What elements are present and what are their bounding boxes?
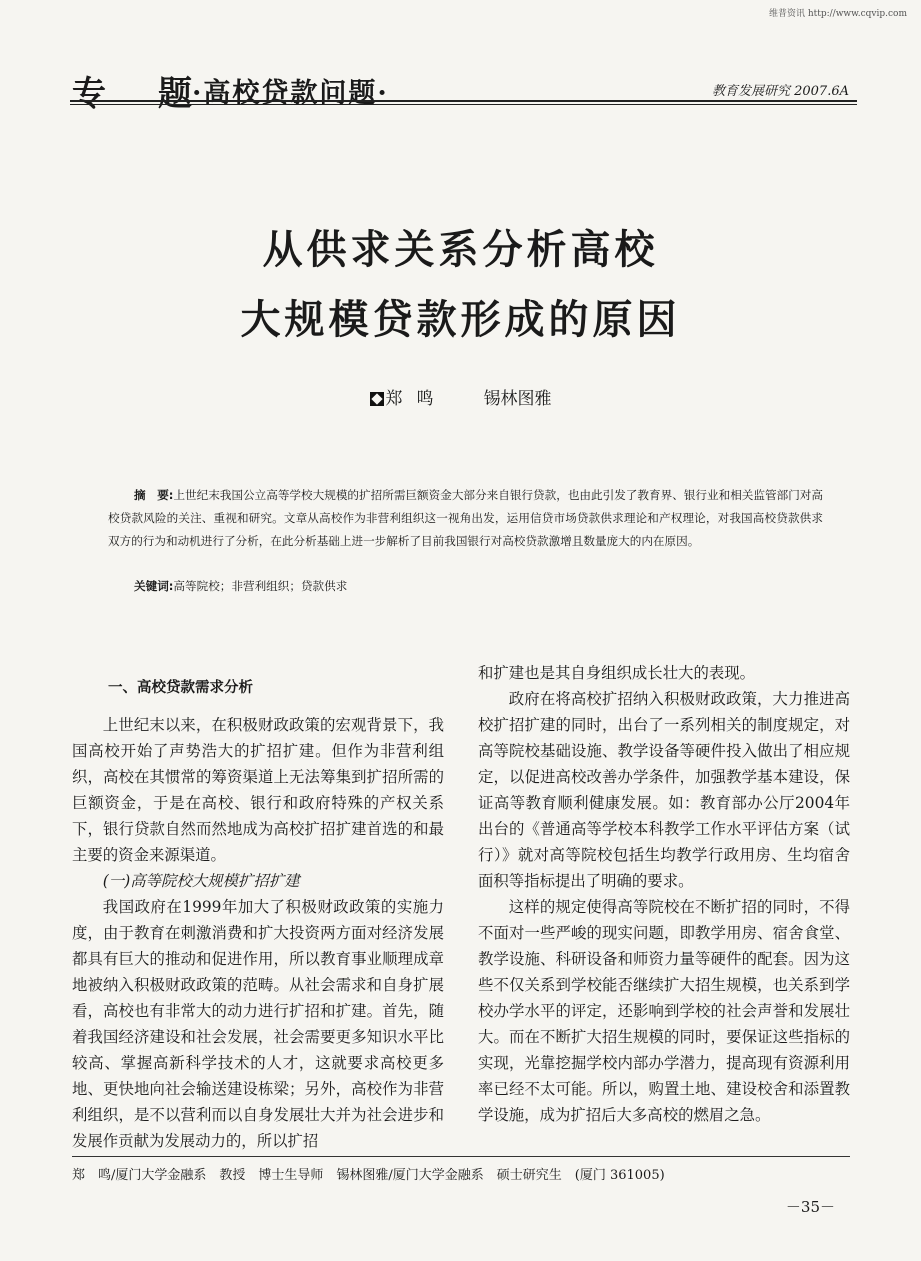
footnote-rule	[72, 1156, 850, 1157]
header-rule-thin	[70, 104, 857, 105]
author-2: 锡林图雅	[483, 389, 552, 409]
keywords-label: 关键词:	[134, 579, 174, 593]
header-rule	[70, 100, 857, 102]
abstract-text: 上世纪末我国公立高等学校大规模的扩招所需巨额资金大部分来自银行贷款，也由此引发了教育界、银行业和相关监管部门对高校贷款风险的关注、重视和研究。文章从高校作为非营利组织这一视角出发，运用信贷市场贷款供求理论和产权理论，对我国高校贷款供求双方的行为和动机进行了分析，在此分析基础上进一步解析了目前我国银行对高校贷款激增且数量庞大的内在原因。	[108, 488, 823, 548]
paragraph: 这样的规定使得高等院校在不断扩招的同时，不得不面对一些严峻的现实问题，即教学用房、宿舍食堂、教学设施、科研设备和师资力量等硬件的配套。因为这些不仅关系到学校能否继续扩大招生规模，也关系到学校办学水平的评定，还影响到学校的社会声誉和发展壮大。而在不断扩大招生规模的同时，要保证这些指标的实现，光靠挖掘学校内部办学潜力，提高现有资源利用率已经不太可能。所以，购置土地、建设校舍和添置教学设施，成为扩招后大多高校的燃眉之急。	[478, 898, 850, 1124]
paragraph: 和扩建也是其自身组织成长壮大的表现。	[478, 664, 756, 682]
paragraph: 上世纪末以来，在积极财政政策的宏观背景下，我国高校开始了声势浩大的扩招扩建。但作为非营利组织，高校在其惯常的筹资渠道上无法筹集到扩招所需的巨额资金，于是在高校、银行和政府特殊的产权关系下，银行贷款自然而然地成为高校扩招扩建首选的和最主要的资金来源渠道。	[72, 716, 444, 864]
journal-name: 教育发展研究 2007.6A	[711, 84, 849, 99]
article-title-line-1: 从供求关系分析高校	[262, 227, 659, 273]
paragraph: 我国政府在1999年加大了积极财政政策的实施力度，由于教育在刺激消费和扩大投资两方面对经济发展都具有巨大的推动和促进作用，所以教育事业顺理成章地被纳入积极财政政策的范畴。从社会需求和自身扩展看，高校也有非常大的动力进行扩招和扩建。首先，随着我国经济建设和社会发展，社会需要更多知识水平比较高、掌握高新科学技术的人才，这就要求高校更多地、更快地向社会输送建设栋梁；另外，高校作为非营利组织，是不以营利而以自身发展壮大并为社会进步和发展作贡献为发展动力的，所以扩招	[72, 898, 444, 1150]
section-heading-1: 一、高校贷款需求分析	[108, 680, 253, 696]
keywords	[134, 578, 347, 594]
section-title-char-1: 专	[72, 74, 158, 114]
paragraph: 政府在将高校扩招纳入积极财政政策，大力推进高校扩招扩建的同时，出台了一系列相关的制度规定，对高等院校基础设施、教学设备等硬件投入做出了相应规定，以促进高校改善办学条件，加强教学基本建设，保证高等教育顺利健康发展。如：教育部办公厅2004年出台的《普通高等学校本科教学工作水平评估方案（试行）》就对高等院校包括生均教学行政用房、生均宿舍面积等指标提出了明确的要求。	[478, 690, 850, 890]
abstract-label: 摘 要:	[134, 488, 174, 502]
page-number: －35－	[785, 1198, 835, 1216]
watermark: 维普资讯 http://www.cqvip.com	[768, 9, 907, 19]
section-title-char-2: 题	[158, 74, 192, 114]
author-1: 郑鸣	[385, 389, 448, 409]
section-subtitle: ·高校贷款问题·	[192, 78, 389, 109]
article-title-line-2: 大规模贷款形成的原因	[240, 297, 681, 343]
author-footnote: 郑 鸣/厦门大学金融系 教授 博士生导师 锡林图雅/厦门大学金融系 硕士研究生 (厦门 361005)	[72, 1168, 665, 1183]
author-line	[0, 384, 921, 409]
keywords-text: 高等院校；非营利组织；贷款供求	[173, 579, 348, 593]
section-title	[72, 66, 389, 115]
abstract	[108, 484, 823, 553]
right-column	[478, 660, 850, 1128]
subsection-heading: (一)高等院校大规模扩招扩建	[102, 872, 300, 890]
diamond-bullet-icon	[370, 392, 384, 406]
left-column	[72, 712, 444, 1154]
